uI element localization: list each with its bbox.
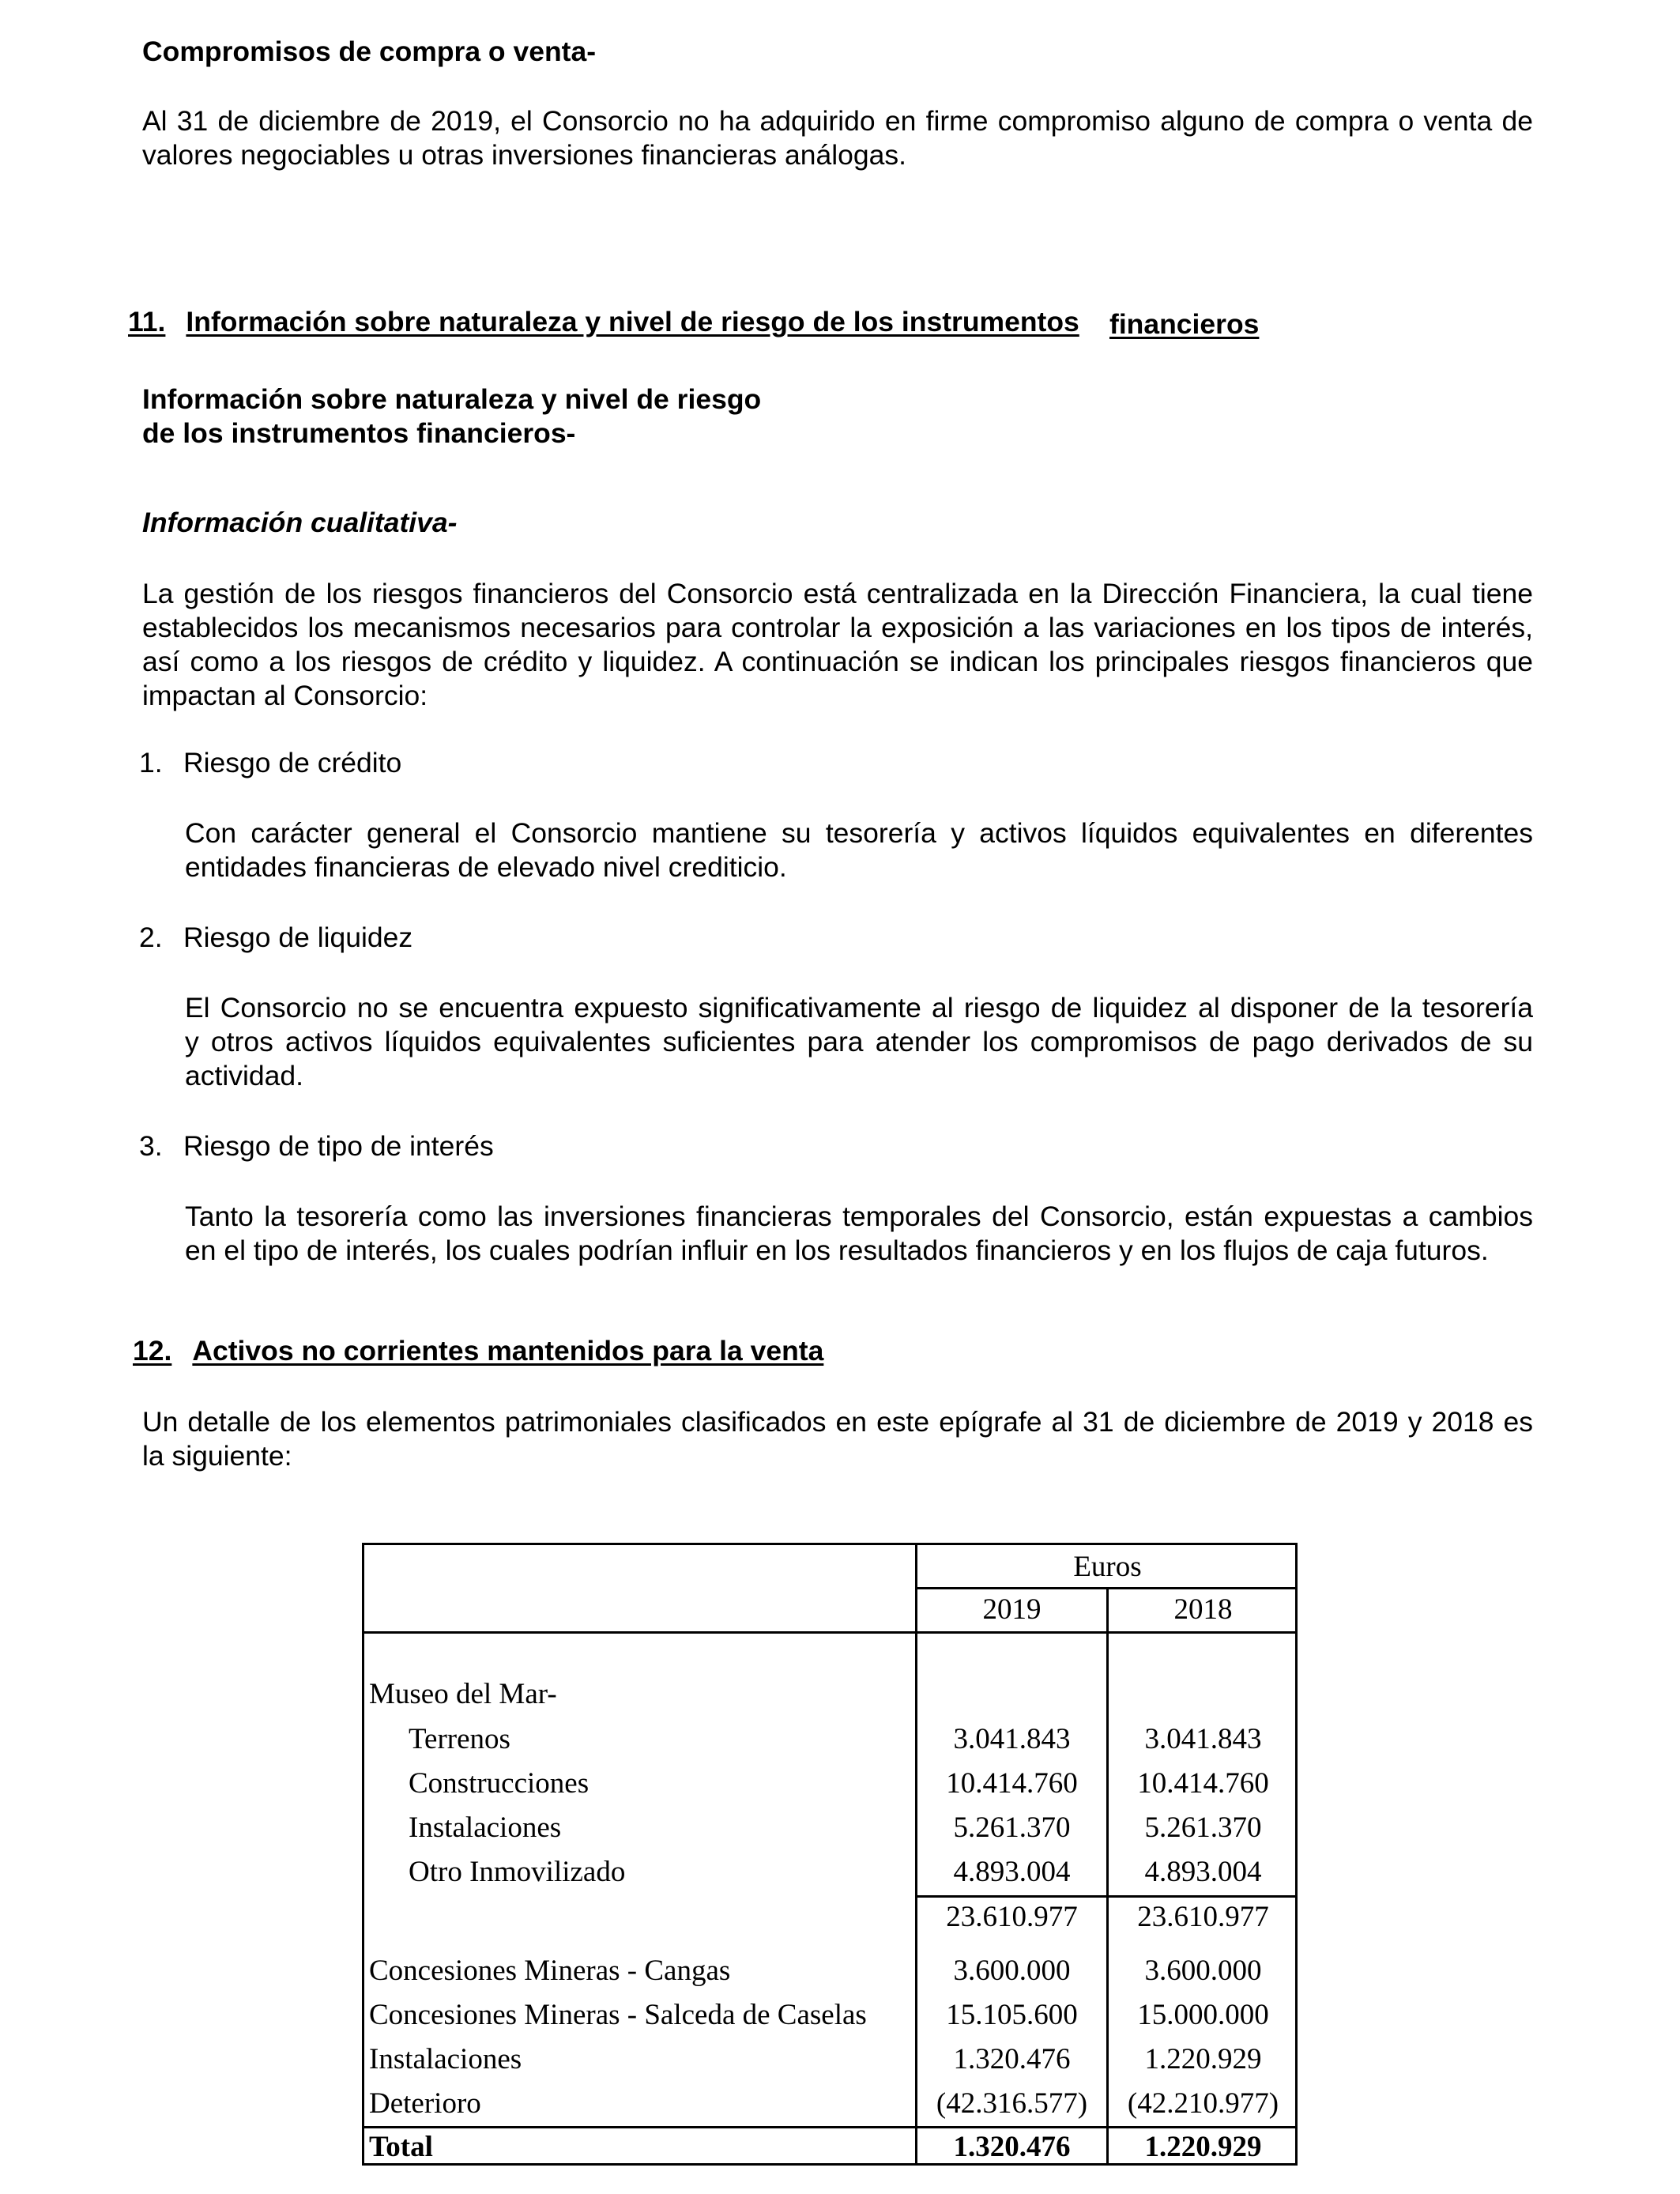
text-line: Al 31 de diciembre de 2019, el Consorcio no ha adquirido en firme compromiso alguno de compra o venta de [142, 105, 1533, 137]
list-number: 2. [139, 922, 163, 953]
row-label: Deterioro [369, 2087, 481, 2120]
table-divider [364, 2126, 1298, 2128]
table-divider [915, 1587, 1298, 1589]
row-label: Construcciones [409, 1767, 590, 1800]
row-label: Otro Inmovilizado [409, 1856, 626, 1888]
risk-item-text [185, 1200, 1533, 1268]
risk-intro-paragraph [142, 577, 1533, 713]
assets-table [362, 1543, 1298, 2166]
text-line: actividad. [185, 1060, 303, 1091]
text-line: así como a los riesgos de crédito y liquidez. A continuación se indican los principales riesgos financieros que [142, 646, 1533, 677]
cell-2018: 15.000.000 [1137, 1999, 1269, 2031]
row-label: Concesiones Mineras - Salceda de Caselas [369, 1999, 867, 2031]
section-title: Información sobre naturaleza y nivel de riesgo de los instrumentos [186, 306, 1079, 337]
cell-2018: 5.261.370 [1144, 1811, 1262, 1844]
list-number: 1. [139, 747, 163, 778]
subheading: Información sobre naturaleza y nivel de riesgo [142, 383, 762, 415]
cell-2019: 4.893.004 [953, 1856, 1071, 1888]
text-line: establecidos los mecanismos necesarios para controlar la exposición a las variaciones en los tipos de interés, [142, 612, 1533, 643]
row-label: Instalaciones [369, 2043, 522, 2075]
risk-item-text [185, 816, 1533, 884]
section-11-heading [128, 306, 1079, 338]
total-2019: 1.320.476 [953, 2131, 1071, 2163]
section-number: 11. [128, 306, 166, 337]
risk-item-title [139, 921, 412, 955]
cell-2019: 1.320.476 [953, 2043, 1071, 2075]
total-label: Total [369, 2131, 433, 2163]
commitments-heading: Compromisos de compra o venta- [142, 36, 597, 67]
text-line: El Consorcio no se encuentra expuesto significativamente al riesgo de liquidez al disponer de la tesorería [185, 992, 1533, 1023]
cell-2019: 5.261.370 [953, 1811, 1071, 1844]
risk-item-title [139, 1129, 494, 1163]
text-line: La gestión de los riesgos financieros del Consorcio está centralizada en la Dirección Financiera, la cual tiene [142, 578, 1533, 609]
section-title: Activos no corrientes mantenidos para la venta [192, 1335, 824, 1367]
text-line: valores negociables u otras inversiones financieras análogas. [142, 139, 906, 171]
section-12-heading [133, 1335, 823, 1367]
cell-2018: 10.414.760 [1137, 1767, 1269, 1800]
list-title: Riesgo de liquidez [183, 922, 413, 953]
text-line: y otros activos líquidos equivalentes suficientes para atender los compromisos de pago derivados de su [185, 1026, 1533, 1057]
section-number: 12. [133, 1335, 172, 1367]
cell-2019: 15.105.600 [946, 1999, 1078, 2031]
list-title: Riesgo de tipo de interés [183, 1130, 494, 1162]
cell-2018: 1.220.929 [1144, 2043, 1262, 2075]
subtotal-2019: 23.610.977 [946, 1901, 1078, 1933]
text-line: Un detalle de los elementos patrimoniales clasificados en este epígrafe al 31 de diciembre de 2019 y 2018 es [142, 1406, 1533, 1438]
subheading: de los instrumentos financieros- [142, 417, 576, 449]
section-title-continuation: financieros [1109, 308, 1260, 340]
cell-2018: 3.600.000 [1144, 1955, 1262, 1987]
list-number: 3. [139, 1130, 163, 1162]
cell-2019: 10.414.760 [946, 1767, 1078, 1800]
row-label: Instalaciones [409, 1811, 562, 1844]
cell-2019: 3.041.843 [953, 1723, 1071, 1755]
text-line: Con carácter general el Consorcio mantiene su tesorería y activos líquidos equivalentes en diferentes [185, 817, 1533, 849]
risk-item-text [185, 991, 1533, 1093]
total-2018: 1.220.929 [1144, 2131, 1262, 2163]
year-header: 2018 [1173, 1593, 1233, 1626]
text-line: impactan al Consorcio: [142, 680, 428, 711]
subtotal-2018: 23.610.977 [1137, 1901, 1269, 1933]
table-divider [364, 1631, 1298, 1634]
cell-2018: (42.210.977) [1127, 2087, 1279, 2120]
group-label: Museo del Mar- [369, 1678, 557, 1710]
table-divider [915, 1895, 1298, 1898]
text-line: entidades financieras de elevado nivel crediticio. [185, 851, 787, 883]
list-title: Riesgo de crédito [183, 747, 402, 778]
cell-2019: (42.316.577) [936, 2087, 1088, 2120]
qualitative-heading: Información cualitativa- [142, 507, 458, 538]
year-header: 2019 [982, 1593, 1042, 1626]
commitments-paragraph [142, 104, 1533, 138]
row-label: Terrenos [409, 1723, 510, 1755]
text-line: la siguiente: [142, 1440, 292, 1472]
cell-2018: 4.893.004 [1144, 1856, 1262, 1888]
cell-2019: 3.600.000 [953, 1955, 1071, 1987]
risk-item-title [139, 746, 401, 780]
cell-2018: 3.041.843 [1144, 1723, 1262, 1755]
text-line: en el tipo de interés, los cuales podrían influir en los resultados financieros y en los flujos de caja futuros. [185, 1235, 1489, 1266]
section-12-intro [142, 1405, 1533, 1473]
text-line: Tanto la tesorería como las inversiones financieras temporales del Consorcio, están expuestas a cambios [185, 1201, 1533, 1232]
row-label: Concesiones Mineras - Cangas [369, 1955, 731, 1987]
currency-header: Euros [1073, 1551, 1142, 1583]
